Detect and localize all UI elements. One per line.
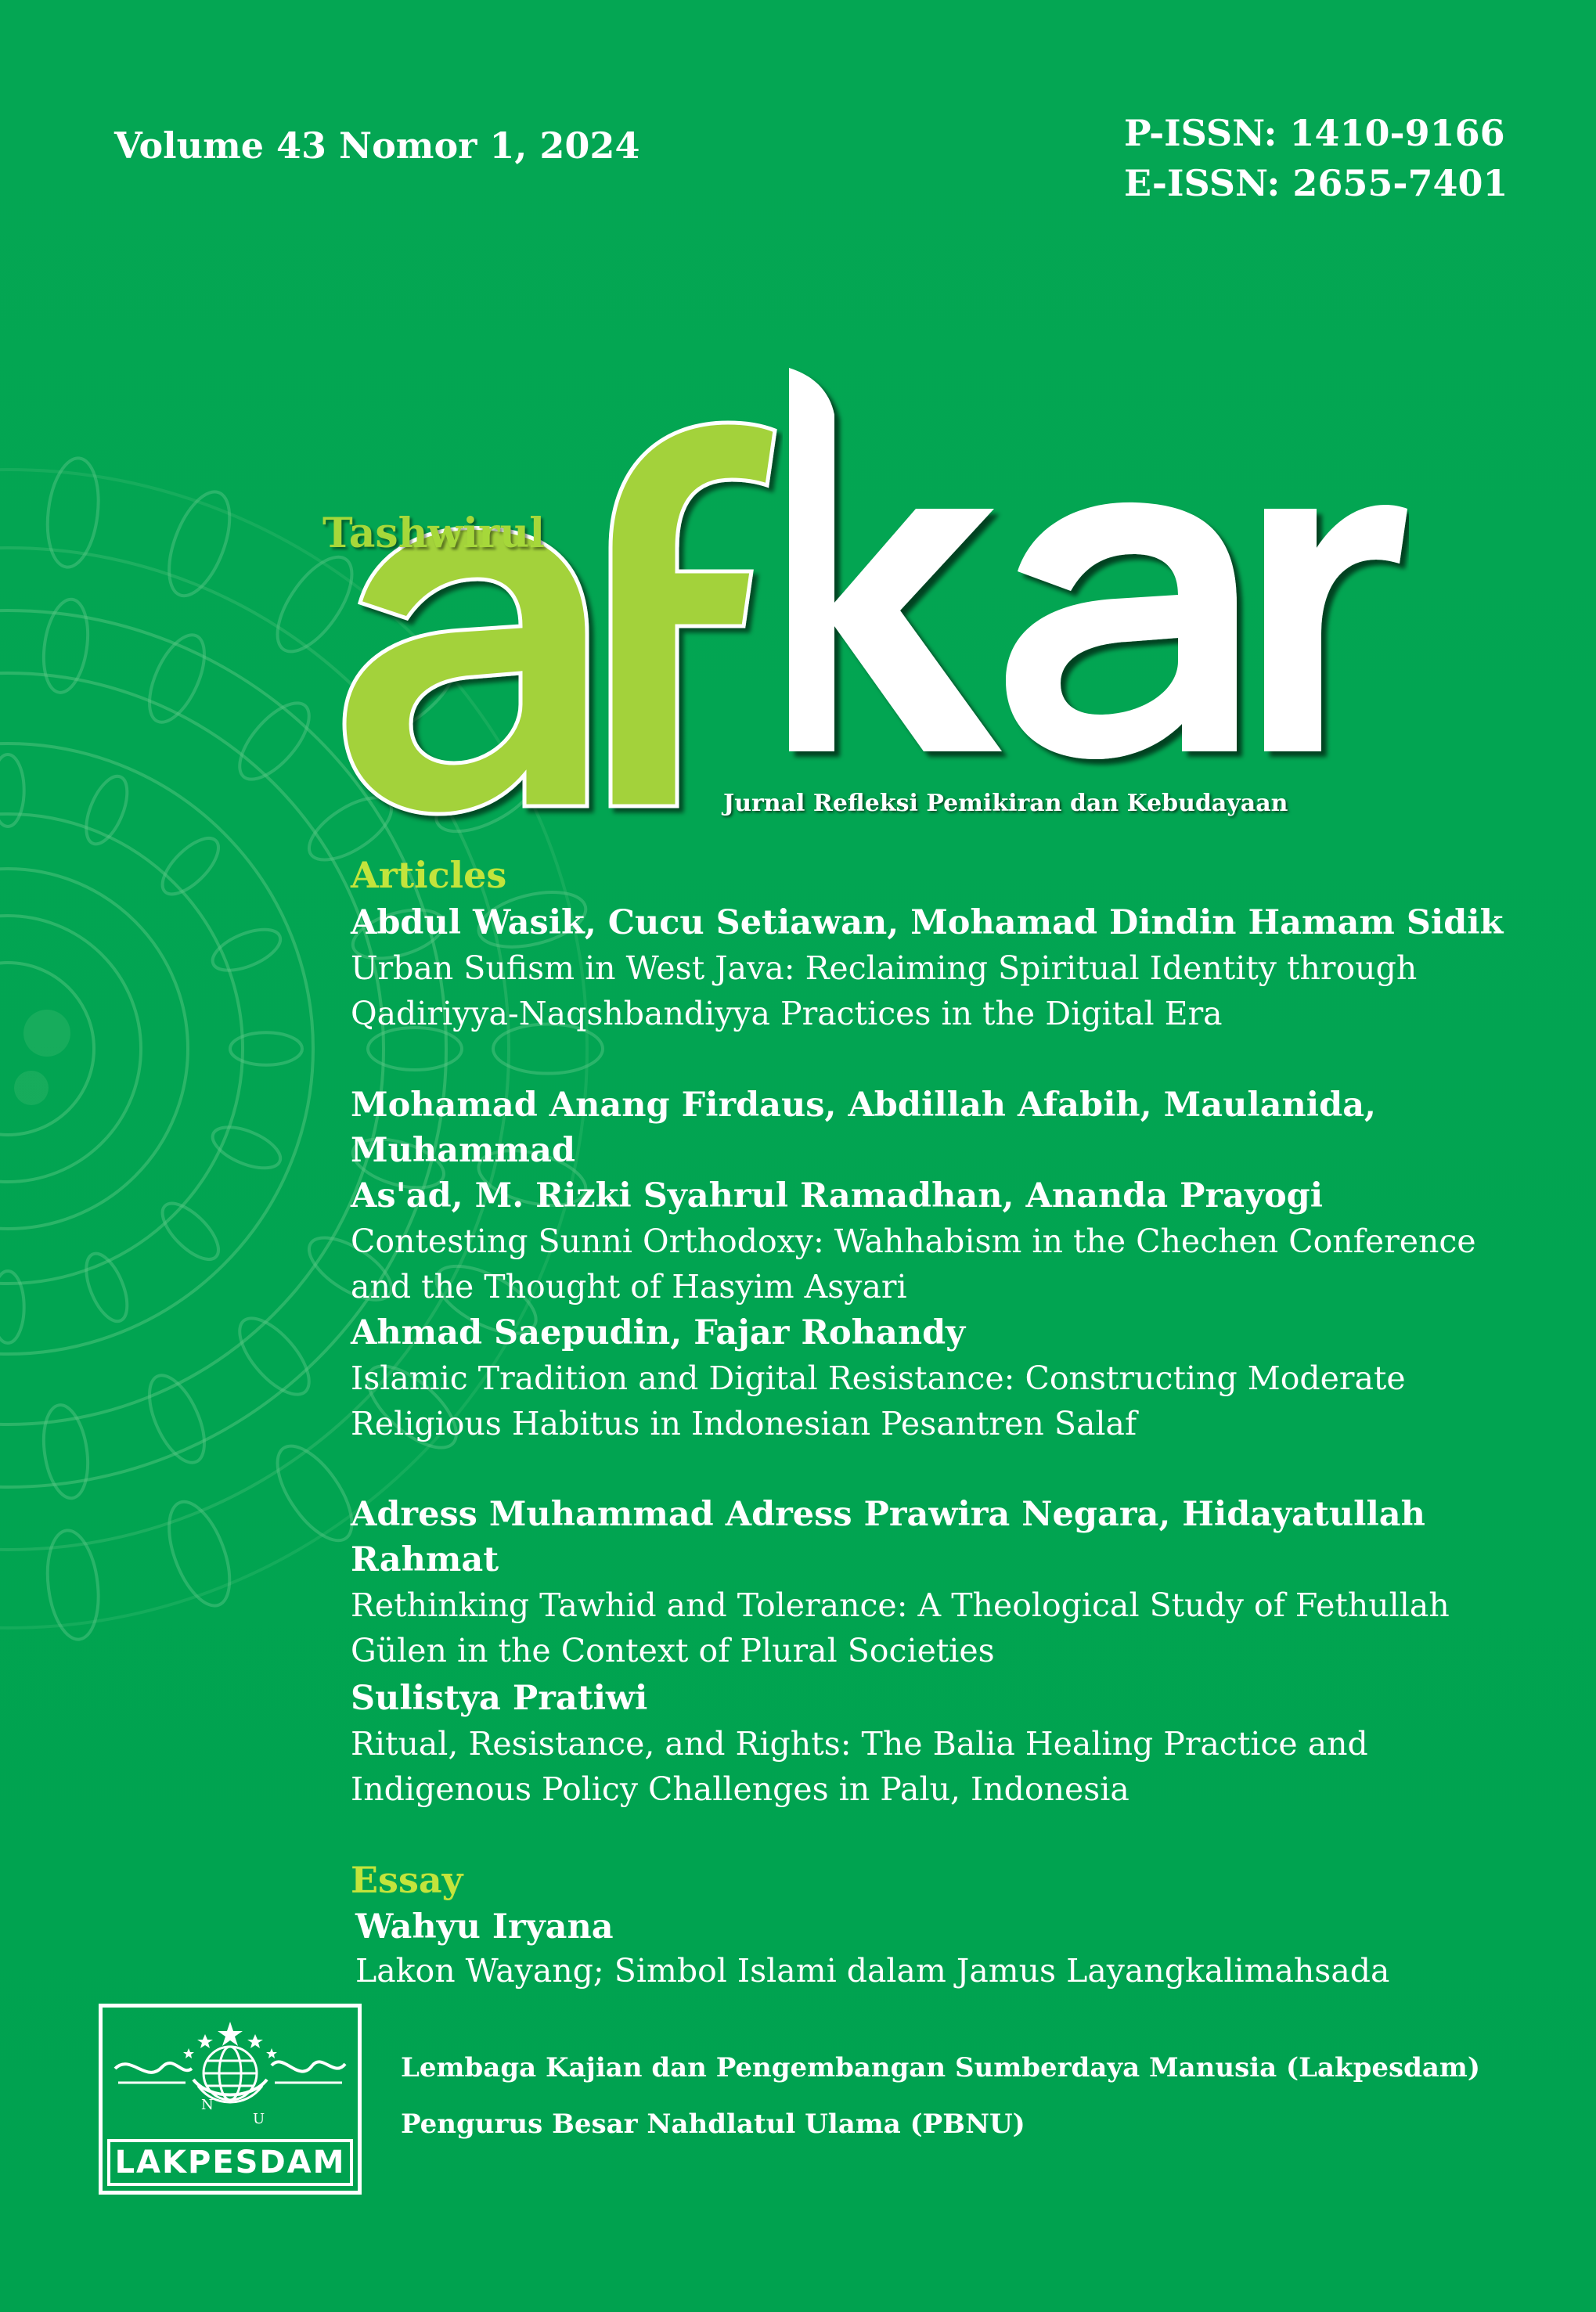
- e-issn: E-ISSN: 2655-7401: [1124, 162, 1508, 204]
- article-title: Rethinking Tawhid and Tolerance: A Theological Study of Fethullah: [351, 1586, 1450, 1624]
- emblem-letter-n: N: [201, 2097, 214, 2113]
- mandala-petal: [139, 627, 216, 730]
- article-authors: Mohamad Anang Firdaus, Abdillah Afabih, Maulanida, Muhammad: [351, 1086, 1377, 1170]
- essay-authors: Wahyu Iryana: [355, 1907, 614, 1946]
- articles-heading: Articles: [351, 854, 507, 896]
- essay-title: Lakon Wayang; Simbol Islami dalam Jamus Layangkalimahsada: [355, 1952, 1390, 1990]
- mandala-petal: [230, 1032, 302, 1064]
- article-title: Islamic Tradition and Digital Resistance: Constructing Moderate: [351, 1359, 1406, 1397]
- article-item: [351, 1676, 1572, 1812]
- article-title: Qadiriyya-Naqshbandiyya Practices in the Digital Era: [351, 995, 1223, 1032]
- article-title: Contesting Sunni Orthodoxy: Wahhabism in the Chechen Conference: [351, 1223, 1476, 1260]
- article-item: [351, 1082, 1572, 1309]
- nu-emblem-icon: [107, 2014, 353, 2130]
- mandala-petal: [139, 1367, 216, 1471]
- article-item: [351, 1492, 1572, 1673]
- logo-af-mark: [329, 368, 783, 853]
- article-authors: Ahmad Saepudin, Fajar Rohandy: [351, 1313, 966, 1352]
- logo-kar-mark: [783, 368, 1409, 806]
- article-item: [351, 900, 1572, 1036]
- mandala-petal: [153, 1194, 227, 1268]
- publisher-line-2: Pengurus Besar Nahdlatul Ulama (PBNU): [401, 2109, 1025, 2140]
- article-title: and the Thought of Hasyim Asyari: [351, 1268, 907, 1305]
- mandala-petal: [0, 754, 24, 826]
- lakpesdam-logo: [99, 2004, 362, 2195]
- mandala-petal: [228, 692, 321, 790]
- article-authors: Sulistya Pratiwi: [351, 1679, 648, 1718]
- publisher-line-1: Lembaga Kajian dan Pengembangan Sumberdaya Manusia (Lakpesdam): [401, 2052, 1480, 2083]
- mandala-petal: [0, 1271, 24, 1343]
- emblem-letter-u: U: [253, 2111, 265, 2127]
- p-issn: P-ISSN: 1410-9166: [1124, 112, 1505, 154]
- article-title: Religious Habitus in Indonesian Pesantren Salaf: [351, 1405, 1137, 1442]
- lakpesdam-wordmark: LAKPESDAM: [107, 2139, 353, 2186]
- journal-subtitle: Jurnal Refleksi Pemikiran dan Kebudayaan: [723, 790, 1288, 817]
- article-item: [351, 1310, 1572, 1446]
- article-title: Gülen in the Context of Plural Societies: [351, 1632, 995, 1669]
- article-authors: As'ad, M. Rizki Syahrul Ramadhan, Ananda Prayogi: [351, 1176, 1324, 1215]
- volume-issue: Volume 43 Nomor 1, 2024: [114, 124, 640, 167]
- mandala-petal: [207, 1119, 286, 1176]
- essay-item: [355, 1904, 1576, 1992]
- journal-prefix: Tashwirul: [322, 510, 545, 557]
- article-title: Urban Sufism in West Java: Reclaiming Spiritual Identity through: [351, 949, 1418, 987]
- mandala-petal: [228, 1307, 321, 1406]
- article-authors: Adress Muhammad Adress Prawira Negara, Hidayatullah Rahmat: [351, 1495, 1425, 1579]
- article-title: Ritual, Resistance, and Rights: The Balia Healing Practice and: [351, 1725, 1368, 1763]
- mandala-petal: [78, 771, 135, 850]
- article-title: Indigenous Policy Challenges in Palu, Indonesia: [351, 1770, 1129, 1808]
- mandala-petal: [78, 1248, 135, 1327]
- mandala-petal: [153, 830, 227, 903]
- mandala-petal: [207, 921, 286, 978]
- essay-heading: Essay: [351, 1859, 463, 1901]
- article-authors: Abdul Wasik, Cucu Setiawan, Mohamad Dindin Hamam Sidik: [351, 903, 1504, 942]
